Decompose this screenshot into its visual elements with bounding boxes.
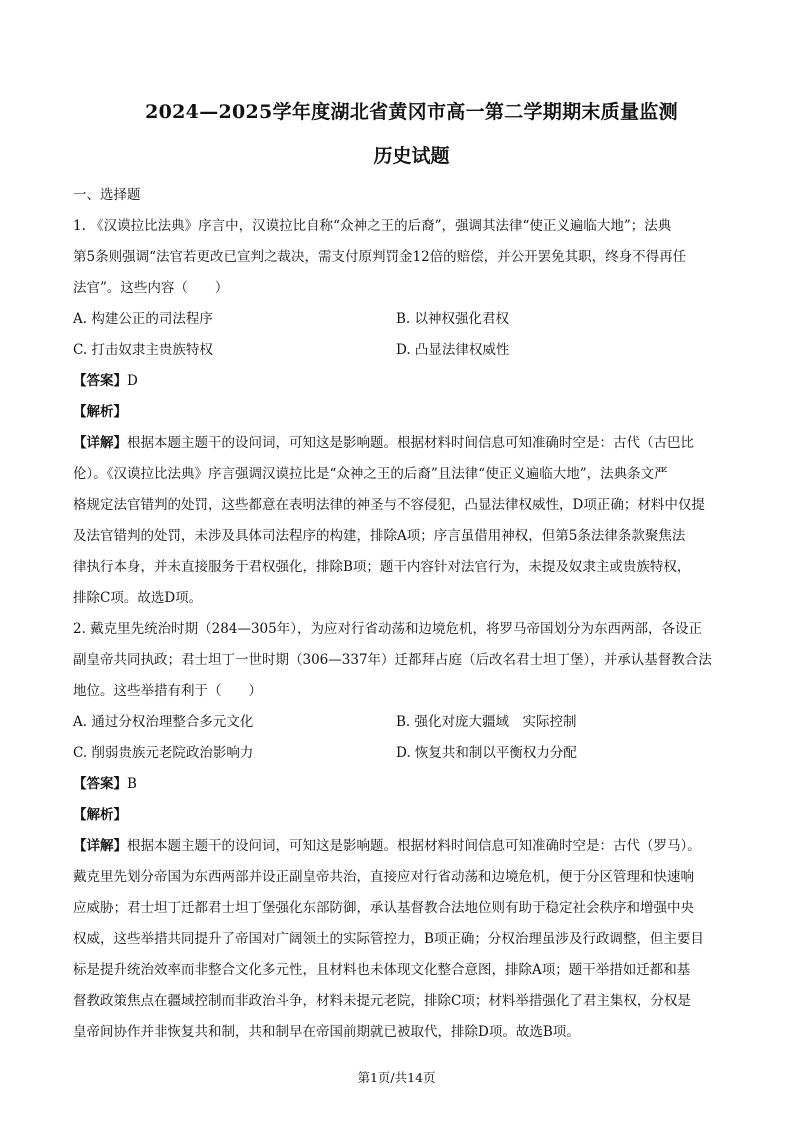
detail-line: 伦）。《汉谟拉比法典》序言强调汉谟拉比是“众神之王的后裔”且法律“使正义遍临大地”，法典条文严 — [73, 466, 668, 482]
question-2-options — [73, 707, 723, 769]
question-2-analysis-label — [73, 800, 723, 831]
detail-line: 督教政策焦点在疆域控制而非政治斗争，材料未提元老院，排除C项；材料举措强化了君主集权，分权是 — [73, 993, 691, 1009]
option-c: C. 打击奴隶主贵族特权 — [73, 342, 213, 358]
stem-line: 法官”。这些内容（ ） — [73, 280, 229, 296]
option-d: D. 恢复共和制以平衡权力分配 — [396, 745, 577, 761]
answer-value: D — [127, 373, 138, 389]
stem-line: 地位。这些举措有利于（ ） — [73, 683, 262, 699]
detail-line: 及法官错判的处罚，未涉及具体司法程序的构建，排除A项；序言虽借用神权，但第5条法律条款聚焦法 — [73, 528, 686, 544]
detail-text: 根据本题主题干的设问词，可知这是影响题。根据材料时间信息可知准确时空是：古代（罗马）。 — [127, 838, 701, 854]
section-heading: 一、选择题 — [73, 187, 141, 203]
detail-line: 标是提升统治效率而非整合文化多元性，且材料也未体现文化整合意图，排除A项；题干举措如迁都和基 — [73, 962, 691, 978]
page-subtitle: 历史试题 — [373, 145, 450, 167]
page-title: 2024—2025学年度湖北省黄冈市高一第二学期期末质量监测 — [145, 101, 678, 123]
answer-value: B — [127, 776, 137, 792]
question-1-analysis-label — [73, 397, 723, 428]
stem-line: 第5条则强调“法官若更改已宣判之裁决，需支付原判罚金12倍的赔偿，并公开罢免其职，终身不得再任 — [73, 249, 687, 265]
detail-line: 戴克里先划分帝国为东西两部并设正副皇帝共治，直接应对行省动荡和边境危机，便于分区管理和快速响 — [73, 869, 694, 885]
detail-line — [73, 831, 723, 862]
page-number: 第1页/共14页 — [357, 1070, 436, 1085]
detail-label: 【详解】 — [73, 838, 127, 854]
detail-line: 皇帝间协作并非恢复共和制，共和制早在帝国前期就已被取代，排除D项。故选B项。 — [73, 1024, 580, 1040]
question-1-stem — [73, 211, 723, 304]
detail-text: 根据本题主题干的设问词，可知这是影响题。根据材料时间信息可知准确时空是：古代（古巴比 — [127, 435, 694, 451]
detail-label: 【详解】 — [73, 435, 127, 451]
question-2-detail — [73, 831, 723, 1048]
analysis-label: 【解析】 — [73, 807, 127, 823]
stem-line: 副皇帝共同执政；君士坦丁一世时期（306—337年）迁都拜占庭（后改名君士坦丁堡），并承认基督教合法 — [73, 652, 712, 668]
document-body — [73, 180, 723, 1048]
detail-line: 排除C项。故选D项。 — [73, 590, 203, 606]
stem-line: 1. 《汉谟拉比法典》序言中，汉谟拉比自称“众神之王的后裔”，强调其法律“使正义遍临大地”；法典 — [73, 218, 672, 234]
detail-line: 格规定法官错判的处罚，这些都意在表明法律的神圣与不容侵犯，凸显法律权威性，D项正确；材料中仅提 — [73, 497, 705, 513]
detail-line: 应威胁；君士坦丁迁都君士坦丁堡强化东部防御，承认基督教合法地位则有助于稳定社会秩序和增强中央 — [73, 900, 694, 916]
option-b: B. 以神权强化君权 — [396, 311, 510, 327]
option-b: B. 强化对庞大疆域 实际控制 — [396, 714, 577, 730]
question-2-stem — [73, 614, 723, 707]
detail-line: 律执行本身，并未直接服务于君权强化，排除B项；题干内容针对法官行为，未提及奴隶主或贵族特权， — [73, 559, 691, 575]
stem-line: 2. 戴克里先统治时期（284—305年），为应对行省动荡和边境危机，将罗马帝国划分为东西两部，各设正 — [73, 621, 702, 637]
question-2-answer — [73, 769, 723, 800]
question-1-answer — [73, 366, 723, 397]
option-a: A. 构建公正的司法程序 — [73, 311, 213, 327]
detail-line — [73, 428, 723, 459]
option-a: A. 通过分权治理整合多元文化 — [73, 714, 254, 730]
option-c: C. 削弱贵族元老院政治影响力 — [73, 745, 254, 761]
analysis-label: 【解析】 — [73, 404, 127, 420]
answer-label: 【答案】 — [73, 776, 127, 792]
question-1-detail — [73, 428, 723, 614]
option-d: D. 凸显法律权威性 — [396, 342, 510, 358]
question-1-options — [73, 304, 723, 366]
answer-label: 【答案】 — [73, 373, 127, 389]
detail-line: 权威，这些举措共同提升了帝国对广阔领土的实际管控力，B项正确；分权治理虽涉及行政调整，但主要目 — [73, 931, 704, 947]
